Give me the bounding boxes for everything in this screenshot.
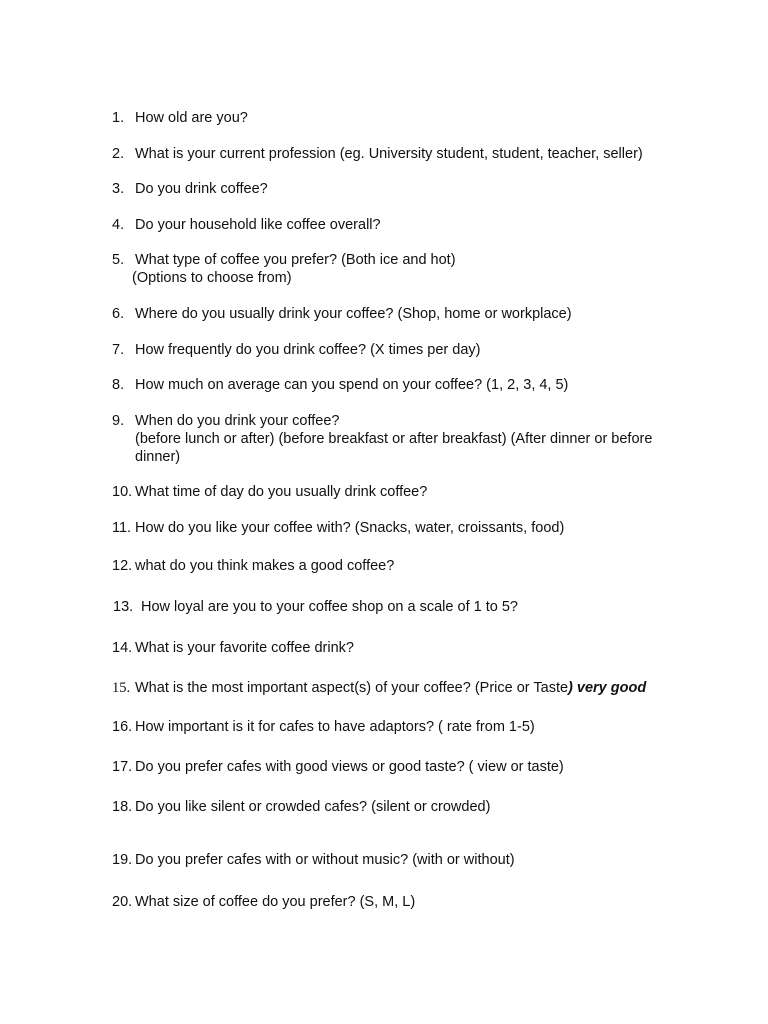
- question-text: How important is it for cafes to have adaptors? ( rate from 1-5): [135, 719, 535, 735]
- question-subtext: (before lunch or after) (before breakfast or after breakfast) (After dinner or before: [135, 431, 653, 447]
- question-number: 7.: [112, 342, 125, 358]
- question-text: What is your favorite coffee drink?: [135, 640, 354, 656]
- question-text: What type of coffee you prefer? (Both ice and hot): [135, 252, 456, 268]
- question-text: When do you drink your coffee?: [135, 413, 340, 429]
- question-body: [132, 251, 456, 287]
- question-text: What is the most important aspect(s) of your coffee? (Price or Taste: [135, 680, 569, 696]
- question-number: 5.: [112, 252, 125, 268]
- question-number: 10.: [112, 484, 133, 500]
- question-number: 17.: [112, 759, 133, 775]
- question-number: 14.: [112, 640, 133, 656]
- question-number: 6.: [112, 306, 125, 322]
- question-number: 18.: [112, 799, 133, 815]
- question-text: Do your household like coffee overall?: [135, 217, 381, 233]
- question-subtext: dinner): [135, 449, 181, 465]
- question-text: How loyal are you to your coffee shop on a scale of 1 to 5?: [141, 599, 518, 615]
- question-number: 19.: [112, 852, 133, 868]
- question-text: what do you think makes a good coffee?: [135, 558, 395, 574]
- question-number: 13.: [113, 599, 134, 615]
- question-number: 4.: [112, 217, 125, 233]
- question-text: Do you like silent or crowded cafes? (silent or crowded): [135, 799, 491, 815]
- question-body: [135, 679, 646, 697]
- question-text: How much on average can you spend on your coffee? (1, 2, 3, 4, 5): [135, 377, 569, 393]
- question-text: What time of day do you usually drink coffee?: [135, 484, 428, 500]
- question-text: What size of coffee do you prefer? (S, M, L): [135, 894, 416, 910]
- question-number: 20.: [112, 894, 133, 910]
- question-text: How frequently do you drink coffee? (X times per day): [135, 342, 481, 358]
- question-number: 3.: [112, 181, 125, 197]
- question-text: Do you drink coffee?: [135, 181, 268, 197]
- question-text: How old are you?: [135, 110, 248, 126]
- question-text: Do you prefer cafes with or without music? (with or without): [135, 852, 515, 868]
- question-text: What is your current profession (eg. University student, student, teacher, seller): [135, 146, 643, 162]
- question-text: How do you like your coffee with? (Snacks, water, croissants, food): [135, 520, 565, 536]
- question-number: 11.: [112, 520, 132, 536]
- question-text: Do you prefer cafes with good views or good taste? ( view or taste): [135, 759, 564, 775]
- annotation-emphasis: ) very good: [568, 680, 647, 696]
- question-number: 9.: [112, 413, 125, 429]
- question-subtext: (Options to choose from): [132, 270, 292, 286]
- question-body: [135, 412, 652, 466]
- question-number: 8.: [112, 377, 125, 393]
- question-number: 15.: [112, 680, 131, 696]
- question-text: Where do you usually drink your coffee? (Shop, home or workplace): [135, 306, 572, 322]
- question-number: 1.: [112, 110, 125, 126]
- question-number: 16.: [112, 719, 133, 735]
- question-number: 12.: [112, 558, 133, 574]
- question-number: 2.: [112, 146, 125, 162]
